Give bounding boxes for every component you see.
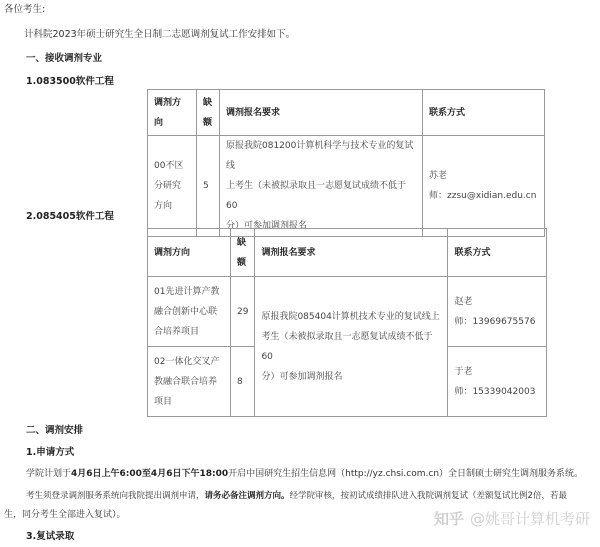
table1-cell-contact: 苏老 师：zzsu@xidian.edu.cn (423, 136, 545, 237)
table2-header-quota: 缺 额 (231, 229, 255, 277)
greeting: 各位考生: (4, 4, 46, 15)
table1-cell-direction: 00不区 分研究 方向 (148, 136, 197, 237)
paragraph-apply-continued: 生，同分考生全部进入复试）。 (4, 510, 126, 520)
table1-header-contact: 联系方式 (423, 90, 545, 136)
table2-header-requirements: 调剂报名要求 (255, 229, 448, 277)
table2-row1-contact: 赵老 师：13969675576 (448, 277, 547, 347)
table2-row1-quota: 29 (231, 277, 255, 347)
table1-header-direction: 调剂方 向 (148, 90, 197, 136)
watermark-author: @姚哥计算机考研 (469, 510, 590, 528)
table2 (147, 228, 547, 417)
section1-heading: 一、接收调剂专业 (26, 53, 103, 64)
table1-title: 1.083500软件工程 (26, 76, 114, 87)
table1-cell-requirements: 原报我院081200计算机科学与技术专业的复试线 上考生（未被拟录取且一志愿复试成绩不低于60 分）可参加调剂报名 (220, 136, 423, 237)
table2-title: 2.085405软件工程 (26, 211, 114, 222)
schedule-text-a: 学院计划于 (26, 469, 72, 479)
schedule-text-c: 开启中国研究生招生信息网（http://yz.chsi.com.cn）全日制硕士研究生调剂服务系统。 (228, 469, 584, 479)
table2-row1-direction: 01先进计算产教 融合创新中心联 合培养项目 (148, 277, 231, 347)
intro-text: 计科院2023年硕士研究生全日制二志愿调剂复试工作安排如下。 (24, 29, 296, 40)
table2-row2-contact: 于老 师：15339042003 (448, 347, 547, 417)
table2-row2-quota: 8 (231, 347, 255, 417)
table2-row2-direction: 02一体化交叉产 教融合联合培养 项目 (148, 347, 231, 417)
section2-heading: 二、调剂安排 (26, 425, 84, 436)
table2-header-contact: 联系方式 (448, 229, 547, 277)
watermark (434, 508, 590, 529)
table1-header-quota: 缺 额 (197, 90, 220, 136)
table2-header-direction: 调剂方向 (148, 229, 231, 277)
apply-text-a: 考生须登录调剂服务系统向我院提出调剂申请， (26, 491, 205, 501)
watermark-platform: 知乎 (433, 510, 464, 528)
paragraph-apply (26, 489, 567, 503)
schedule-time: 4月6日上午6:00至4月6日下午18:00 (71, 469, 229, 479)
table2-cell-requirements: 原报我院085404计算机技术专业的复试线上 考生（未被拟录取且一志愿复试成绩不低于60 分）可参加调剂报名 (255, 277, 448, 417)
table1-cell-quota: 5 (197, 136, 220, 237)
table1 (147, 89, 545, 237)
apply-note: 请务必备注调剂方向。 (204, 491, 290, 501)
retest-title: 3.复试录取 (26, 531, 75, 542)
table1-header-requirements: 调剂报名要求 (220, 90, 423, 136)
apply-text-c: 经学院审核，按初试成绩排队进入我院调剂复试（差额复试比例2倍，若最 (289, 491, 567, 501)
paragraph-schedule (26, 467, 583, 481)
apply-title: 1.申请方式 (26, 447, 75, 458)
